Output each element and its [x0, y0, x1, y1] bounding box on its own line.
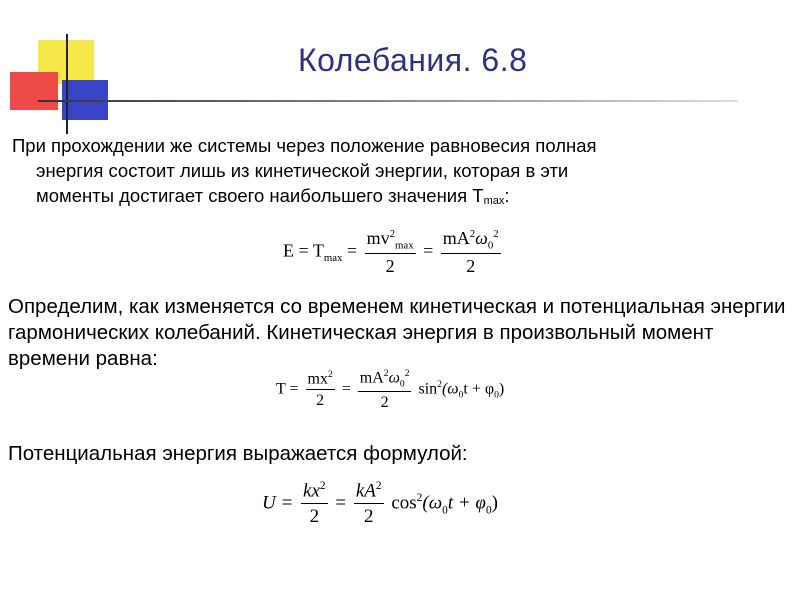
paragraph-kinetic-energy: Определим, как изменяется со временем кинетическая и потенциальная энергии гармонических колебаний. Кинетическая энергия в произвольный момент времени равна:	[8, 295, 786, 370]
formula-kinetic-energy: T = $\frac{mx^2}{2}$ = $\frac{mA^2\omega_0^2}{2}$ $\sin^2(\omega_0t + \varphi_0)$	[276, 368, 505, 411]
p1-line2: энергия состоит лишь из кинетической энергии, которая в эти	[36, 160, 569, 181]
formula-potential-energy: U = $\frac{kx^2}{2}$ = $\frac{kA^2}{2}$ $\cos^2(\omega_0t + \varphi_0)$	[262, 480, 498, 528]
decor-red-square	[10, 72, 58, 110]
paragraph-total-energy	[12, 133, 792, 214]
p1-line3: моменты достигает своего наибольшего значения $T_{max}$:	[36, 185, 510, 207]
title-underline	[38, 100, 738, 102]
decor-vertical-line	[66, 34, 68, 134]
paragraph-potential-energy: Потенциальная энергия выражается формулой:	[8, 442, 468, 465]
formula-total-energy: $E = T_{max}$ = $\frac{mv^2_{max}}{2}$ = $\frac{mA^2\omega_0^2}{2}$	[283, 228, 499, 276]
p1-line1: При прохождении же системы через положение равновесия полная	[12, 135, 597, 156]
slide-title: Колебания. 6.8	[298, 42, 528, 78]
